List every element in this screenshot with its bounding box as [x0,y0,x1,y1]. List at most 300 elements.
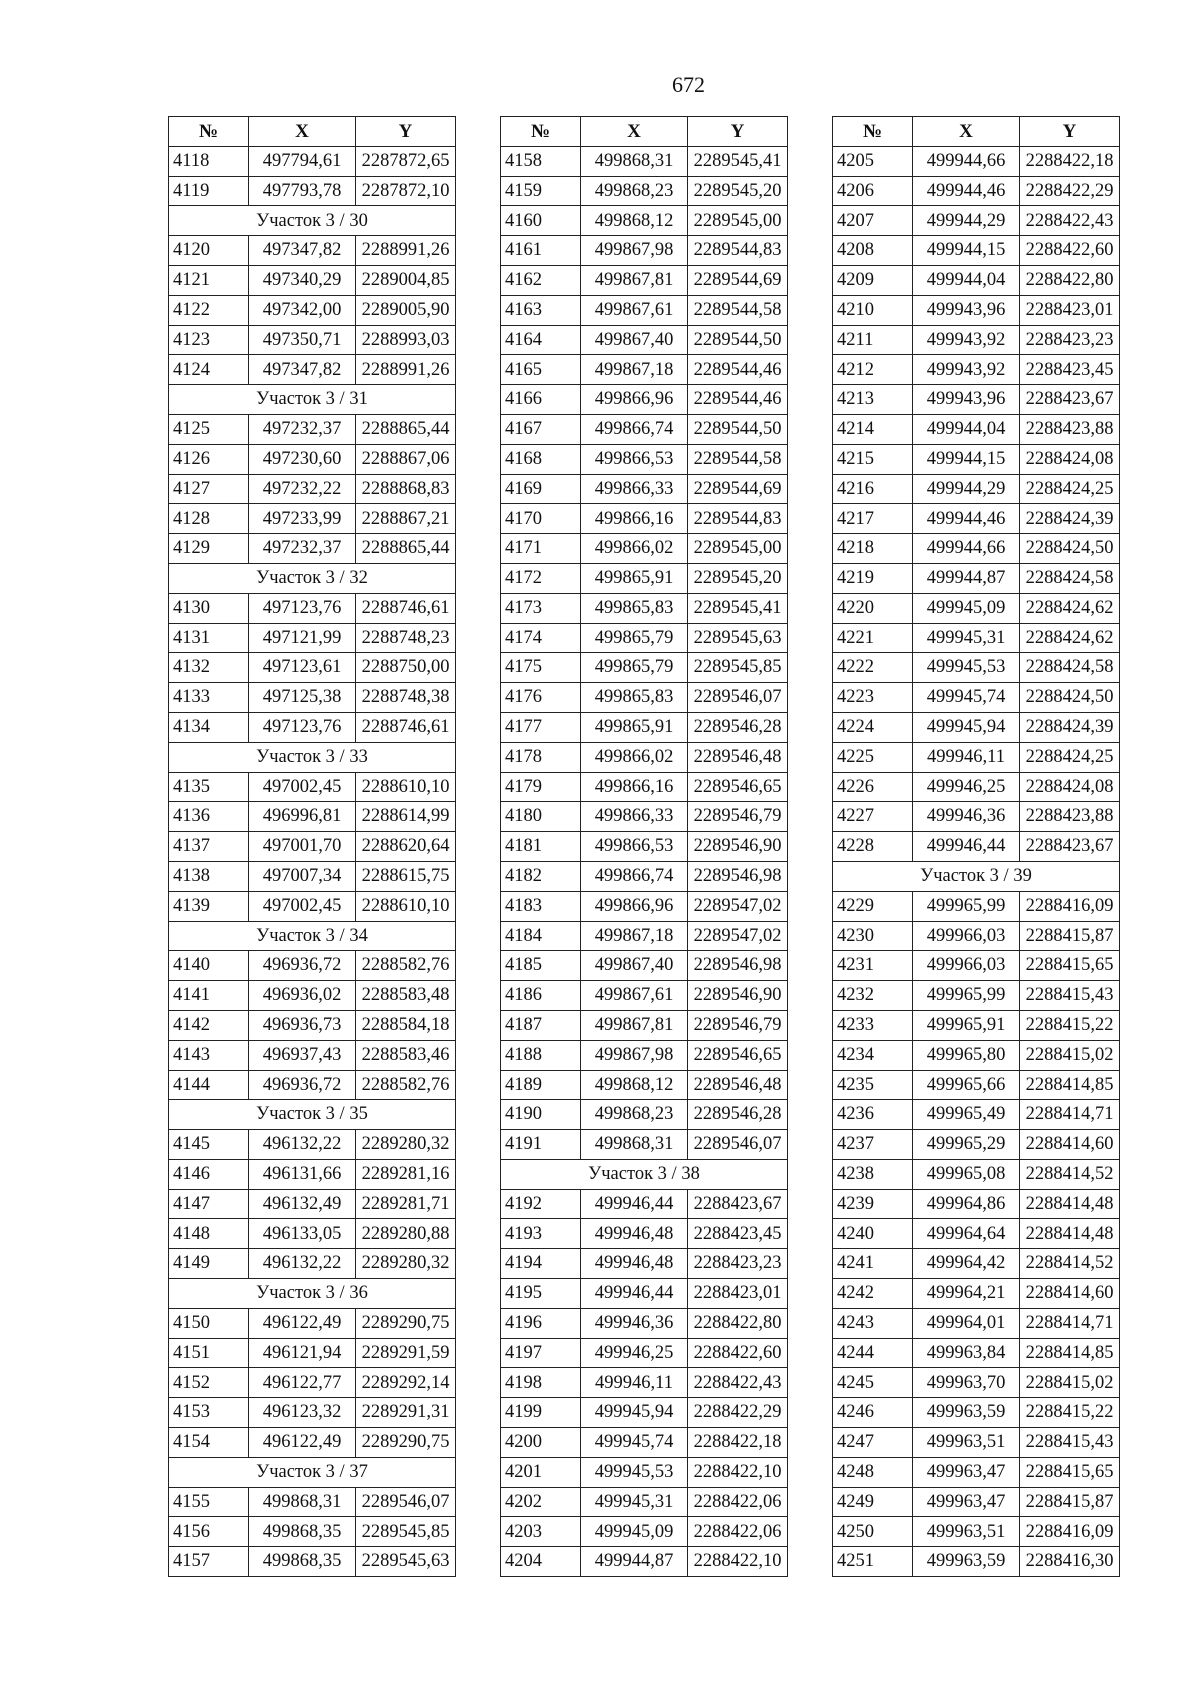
point-number-cell: 4220 [833,593,913,623]
point-number-cell: 4179 [501,772,581,802]
table-row [169,1517,456,1547]
table-row [501,385,788,415]
table-row [169,891,456,921]
y-coordinate-cell: 2289547,02 [688,921,788,951]
table-row [169,414,456,444]
x-coordinate-cell: 499965,99 [913,891,1020,921]
y-coordinate-cell: 2288584,18 [356,1010,456,1040]
table-row [833,772,1120,802]
x-coordinate-cell: 499868,23 [581,176,688,206]
y-coordinate-cell: 2288582,76 [356,951,456,981]
point-number-cell: 4145 [169,1130,249,1160]
y-coordinate-cell: 2289290,75 [356,1308,456,1338]
x-coordinate-cell: 499946,25 [581,1338,688,1368]
table-row [501,1189,788,1219]
y-coordinate-cell: 2288414,60 [1020,1130,1120,1160]
table-row [501,504,788,534]
table-row [833,176,1120,206]
x-coordinate-cell: 499866,33 [581,474,688,504]
x-coordinate-cell: 499943,92 [913,355,1020,385]
point-number-cell: 4245 [833,1368,913,1398]
table-row [833,1040,1120,1070]
table-row [833,1547,1120,1577]
point-number-cell: 4244 [833,1338,913,1368]
x-coordinate-cell: 499946,44 [581,1189,688,1219]
y-coordinate-cell: 2289546,98 [688,951,788,981]
x-coordinate-cell: 499946,11 [913,742,1020,772]
point-number-cell: 4235 [833,1070,913,1100]
table-row [833,891,1120,921]
y-coordinate-cell: 2288422,43 [688,1368,788,1398]
table-row [833,414,1120,444]
x-coordinate-cell: 499943,92 [913,325,1020,355]
y-coordinate-cell: 2288422,18 [688,1428,788,1458]
table-row [833,1100,1120,1130]
y-coordinate-cell: 2288424,62 [1020,593,1120,623]
section-title: Участок 3 / 38 [501,1159,788,1189]
y-coordinate-cell: 2288423,23 [1020,325,1120,355]
x-coordinate-cell: 497232,22 [249,474,356,504]
x-coordinate-cell: 497123,76 [249,593,356,623]
y-coordinate-cell: 2289545,85 [688,653,788,683]
x-coordinate-cell: 499963,70 [913,1368,1020,1398]
table-row [833,1368,1120,1398]
y-coordinate-cell: 2288583,48 [356,981,456,1011]
point-number-cell: 4155 [169,1487,249,1517]
y-coordinate-cell: 2288422,18 [1020,146,1120,176]
y-coordinate-cell: 2289280,32 [356,1249,456,1279]
point-number-cell: 4173 [501,593,581,623]
section-title: Участок 3 / 37 [169,1457,456,1487]
point-number-cell: 4198 [501,1368,581,1398]
point-number-cell: 4183 [501,891,581,921]
point-number-cell: 4126 [169,444,249,474]
x-coordinate-cell: 496936,72 [249,1070,356,1100]
point-number-cell: 4177 [501,712,581,742]
point-number-cell: 4168 [501,444,581,474]
point-number-cell: 4125 [169,414,249,444]
point-number-cell: 4153 [169,1398,249,1428]
y-coordinate-cell: 2289545,41 [688,593,788,623]
x-coordinate-cell: 497232,37 [249,534,356,564]
x-coordinate-cell: 499944,66 [913,146,1020,176]
point-number-cell: 4195 [501,1279,581,1309]
x-coordinate-cell: 499867,18 [581,355,688,385]
table-row [169,1070,456,1100]
y-coordinate-cell: 2288424,25 [1020,474,1120,504]
point-number-cell: 4248 [833,1457,913,1487]
table-row [833,1338,1120,1368]
table-row [169,1249,456,1279]
x-coordinate-cell: 499867,81 [581,265,688,295]
y-coordinate-cell: 2289546,79 [688,1010,788,1040]
x-coordinate-cell: 499946,48 [581,1249,688,1279]
header-y: Y [1020,117,1120,147]
table-row [833,981,1120,1011]
y-coordinate-cell: 2288415,87 [1020,921,1120,951]
y-coordinate-cell: 2288423,45 [688,1219,788,1249]
table-row [169,1010,456,1040]
table-row [169,504,456,534]
y-coordinate-cell: 2288610,10 [356,772,456,802]
y-coordinate-cell: 2288414,85 [1020,1338,1120,1368]
point-number-cell: 4129 [169,534,249,564]
section-row [501,1159,788,1189]
point-number-cell: 4180 [501,802,581,832]
x-coordinate-cell: 499867,98 [581,236,688,266]
x-coordinate-cell: 496123,32 [249,1398,356,1428]
table-row [169,772,456,802]
point-number-cell: 4199 [501,1398,581,1428]
x-coordinate-cell: 499945,74 [581,1428,688,1458]
y-coordinate-cell: 2288416,09 [1020,1517,1120,1547]
x-coordinate-cell: 496121,94 [249,1338,356,1368]
y-coordinate-cell: 2288614,99 [356,802,456,832]
point-number-cell: 4249 [833,1487,913,1517]
point-number-cell: 4212 [833,355,913,385]
x-coordinate-cell: 499946,44 [581,1279,688,1309]
x-coordinate-cell: 499868,31 [581,1130,688,1160]
table-row [501,295,788,325]
x-coordinate-cell: 499963,51 [913,1428,1020,1458]
header-row [833,117,1120,147]
y-coordinate-cell: 2288415,22 [1020,1398,1120,1428]
table-row [501,265,788,295]
point-number-cell: 4159 [501,176,581,206]
point-number-cell: 4188 [501,1040,581,1070]
x-coordinate-cell: 499964,42 [913,1249,1020,1279]
table-row [169,444,456,474]
point-number-cell: 4134 [169,712,249,742]
table-row [833,504,1120,534]
table-row [501,1130,788,1160]
table-row [501,921,788,951]
x-coordinate-cell: 499945,94 [581,1398,688,1428]
x-coordinate-cell: 499965,80 [913,1040,1020,1070]
y-coordinate-cell: 2288865,44 [356,534,456,564]
x-coordinate-cell: 497350,71 [249,325,356,355]
y-coordinate-cell: 2288423,88 [1020,414,1120,444]
x-coordinate-cell: 499867,61 [581,981,688,1011]
y-coordinate-cell: 2287872,10 [356,176,456,206]
table-row [169,623,456,653]
y-coordinate-cell: 2288424,58 [1020,653,1120,683]
x-coordinate-cell: 499868,23 [581,1100,688,1130]
y-coordinate-cell: 2288416,09 [1020,891,1120,921]
header-number: № [501,117,581,147]
table-row [169,683,456,713]
x-coordinate-cell: 499866,74 [581,861,688,891]
y-coordinate-cell: 2288991,26 [356,236,456,266]
header-y: Y [356,117,456,147]
point-number-cell: 4120 [169,236,249,266]
point-number-cell: 4200 [501,1428,581,1458]
point-number-cell: 4207 [833,206,913,236]
header-y: Y [688,117,788,147]
point-number-cell: 4165 [501,355,581,385]
x-coordinate-cell: 497347,82 [249,355,356,385]
x-coordinate-cell: 499965,49 [913,1100,1020,1130]
y-coordinate-cell: 2288415,65 [1020,951,1120,981]
table-row [833,1070,1120,1100]
y-coordinate-cell: 2288422,60 [688,1338,788,1368]
x-coordinate-cell: 499944,15 [913,444,1020,474]
x-coordinate-cell: 497342,00 [249,295,356,325]
x-coordinate-cell: 496132,22 [249,1249,356,1279]
y-coordinate-cell: 2288868,83 [356,474,456,504]
point-number-cell: 4190 [501,1100,581,1130]
y-coordinate-cell: 2288424,25 [1020,742,1120,772]
point-number-cell: 4217 [833,504,913,534]
x-coordinate-cell: 499963,47 [913,1487,1020,1517]
table-row [501,325,788,355]
y-coordinate-cell: 2288415,65 [1020,1457,1120,1487]
point-number-cell: 4241 [833,1249,913,1279]
y-coordinate-cell: 2289546,28 [688,712,788,742]
section-row [169,563,456,593]
table-row [501,802,788,832]
point-number-cell: 4124 [169,355,249,385]
y-coordinate-cell: 2288415,02 [1020,1368,1120,1398]
point-number-cell: 4197 [501,1338,581,1368]
point-number-cell: 4193 [501,1219,581,1249]
y-coordinate-cell: 2289544,50 [688,325,788,355]
header-x: X [913,117,1020,147]
x-coordinate-cell: 499866,16 [581,772,688,802]
x-coordinate-cell: 499865,83 [581,593,688,623]
table-row [501,981,788,1011]
x-coordinate-cell: 497123,76 [249,712,356,742]
point-number-cell: 4222 [833,653,913,683]
table-row [833,265,1120,295]
x-coordinate-cell: 497001,70 [249,832,356,862]
table-row [501,653,788,683]
point-number-cell: 4208 [833,236,913,266]
y-coordinate-cell: 2288582,76 [356,1070,456,1100]
x-coordinate-cell: 499865,91 [581,712,688,742]
y-coordinate-cell: 2288423,01 [1020,295,1120,325]
table-row [169,1547,456,1577]
x-coordinate-cell: 499946,36 [913,802,1020,832]
section-row [169,742,456,772]
table-row [169,265,456,295]
point-number-cell: 4171 [501,534,581,564]
y-coordinate-cell: 2288424,08 [1020,444,1120,474]
point-number-cell: 4119 [169,176,249,206]
point-number-cell: 4209 [833,265,913,295]
y-coordinate-cell: 2288746,61 [356,593,456,623]
point-number-cell: 4118 [169,146,249,176]
point-number-cell: 4163 [501,295,581,325]
x-coordinate-cell: 499866,33 [581,802,688,832]
table-row [501,1279,788,1309]
y-coordinate-cell: 2289545,41 [688,146,788,176]
x-coordinate-cell: 499866,74 [581,414,688,444]
point-number-cell: 4157 [169,1547,249,1577]
point-number-cell: 4203 [501,1517,581,1547]
y-coordinate-cell: 2289292,14 [356,1368,456,1398]
y-coordinate-cell: 2288424,50 [1020,683,1120,713]
y-coordinate-cell: 2288750,00 [356,653,456,683]
point-number-cell: 4135 [169,772,249,802]
table-row [833,474,1120,504]
y-coordinate-cell: 2289544,58 [688,444,788,474]
x-coordinate-cell: 499868,35 [249,1517,356,1547]
y-coordinate-cell: 2288748,38 [356,683,456,713]
table-row [833,236,1120,266]
y-coordinate-cell: 2288423,45 [1020,355,1120,385]
table-row [501,1457,788,1487]
y-coordinate-cell: 2288414,60 [1020,1279,1120,1309]
table-row [501,861,788,891]
point-number-cell: 4232 [833,981,913,1011]
table-row [501,772,788,802]
y-coordinate-cell: 2288422,29 [1020,176,1120,206]
x-coordinate-cell: 496133,05 [249,1219,356,1249]
section-title: Участок 3 / 39 [833,861,1120,891]
x-coordinate-cell: 499946,44 [913,832,1020,862]
x-coordinate-cell: 499946,36 [581,1308,688,1338]
header-x: X [249,117,356,147]
point-number-cell: 4243 [833,1308,913,1338]
table-row [501,146,788,176]
point-number-cell: 4184 [501,921,581,951]
section-row [833,861,1120,891]
section-row [169,206,456,236]
x-coordinate-cell: 497002,45 [249,772,356,802]
y-coordinate-cell: 2288424,50 [1020,534,1120,564]
y-coordinate-cell: 2288993,03 [356,325,456,355]
table-row [501,742,788,772]
table-row [501,683,788,713]
y-coordinate-cell: 2289281,71 [356,1189,456,1219]
table-row [833,1398,1120,1428]
x-coordinate-cell: 499944,29 [913,474,1020,504]
table-row [833,146,1120,176]
table-row [501,206,788,236]
y-coordinate-cell: 2288424,62 [1020,623,1120,653]
table-row [169,1338,456,1368]
point-number-cell: 4240 [833,1219,913,1249]
point-number-cell: 4123 [169,325,249,355]
y-coordinate-cell: 2288615,75 [356,861,456,891]
point-number-cell: 4206 [833,176,913,206]
point-number-cell: 4142 [169,1010,249,1040]
table-row [169,1159,456,1189]
table-row [501,563,788,593]
y-coordinate-cell: 2288423,88 [1020,802,1120,832]
section-title: Участок 3 / 33 [169,742,456,772]
table-row [501,176,788,206]
table-row [169,474,456,504]
point-number-cell: 4147 [169,1189,249,1219]
x-coordinate-cell: 496937,43 [249,1040,356,1070]
point-number-cell: 4215 [833,444,913,474]
table-row [501,1070,788,1100]
point-number-cell: 4238 [833,1159,913,1189]
coordinates-table-2 [500,116,788,1577]
y-coordinate-cell: 2288422,06 [688,1487,788,1517]
y-coordinate-cell: 2289544,58 [688,295,788,325]
point-number-cell: 4170 [501,504,581,534]
y-coordinate-cell: 2289545,20 [688,176,788,206]
x-coordinate-cell: 499867,18 [581,921,688,951]
y-coordinate-cell: 2288414,48 [1020,1219,1120,1249]
point-number-cell: 4158 [501,146,581,176]
point-number-cell: 4182 [501,861,581,891]
y-coordinate-cell: 2289546,90 [688,981,788,1011]
table-row [169,593,456,623]
y-coordinate-cell: 2288414,48 [1020,1189,1120,1219]
y-coordinate-cell: 2288865,44 [356,414,456,444]
y-coordinate-cell: 2289280,88 [356,1219,456,1249]
y-coordinate-cell: 2289544,69 [688,474,788,504]
coordinates-table-3 [832,116,1120,1577]
header-row [169,117,456,147]
x-coordinate-cell: 499944,87 [581,1547,688,1577]
x-coordinate-cell: 499866,16 [581,504,688,534]
y-coordinate-cell: 2289546,65 [688,1040,788,1070]
y-coordinate-cell: 2288423,67 [1020,385,1120,415]
table-row [833,1219,1120,1249]
y-coordinate-cell: 2289280,32 [356,1130,456,1160]
x-coordinate-cell: 499867,40 [581,325,688,355]
table-row [501,1368,788,1398]
y-coordinate-cell: 2289546,79 [688,802,788,832]
y-coordinate-cell: 2288415,02 [1020,1040,1120,1070]
point-number-cell: 4210 [833,295,913,325]
point-number-cell: 4164 [501,325,581,355]
y-coordinate-cell: 2288414,85 [1020,1070,1120,1100]
section-title: Участок 3 / 30 [169,206,456,236]
point-number-cell: 4194 [501,1249,581,1279]
table-row [833,802,1120,832]
table-row [833,355,1120,385]
x-coordinate-cell: 497007,34 [249,861,356,891]
x-coordinate-cell: 499943,96 [913,385,1020,415]
y-coordinate-cell: 2288414,71 [1020,1308,1120,1338]
x-coordinate-cell: 496131,66 [249,1159,356,1189]
point-number-cell: 4214 [833,414,913,444]
y-coordinate-cell: 2288424,39 [1020,712,1120,742]
y-coordinate-cell: 2289546,48 [688,742,788,772]
point-number-cell: 4131 [169,623,249,653]
table-row [169,1040,456,1070]
x-coordinate-cell: 499944,66 [913,534,1020,564]
x-coordinate-cell: 499945,53 [581,1457,688,1487]
table-row [501,1547,788,1577]
table-row [501,444,788,474]
y-coordinate-cell: 2288416,30 [1020,1547,1120,1577]
x-coordinate-cell: 499867,81 [581,1010,688,1040]
y-coordinate-cell: 2288424,39 [1020,504,1120,534]
point-number-cell: 4166 [501,385,581,415]
point-number-cell: 4169 [501,474,581,504]
table-row [169,1368,456,1398]
table-row [833,444,1120,474]
y-coordinate-cell: 2289545,20 [688,563,788,593]
point-number-cell: 4176 [501,683,581,713]
table-row [833,1130,1120,1160]
y-coordinate-cell: 2288424,58 [1020,563,1120,593]
table-row [169,981,456,1011]
x-coordinate-cell: 497794,61 [249,146,356,176]
table-row [833,832,1120,862]
table-row [833,295,1120,325]
x-coordinate-cell: 499945,09 [913,593,1020,623]
x-coordinate-cell: 499965,66 [913,1070,1020,1100]
table-row [501,891,788,921]
